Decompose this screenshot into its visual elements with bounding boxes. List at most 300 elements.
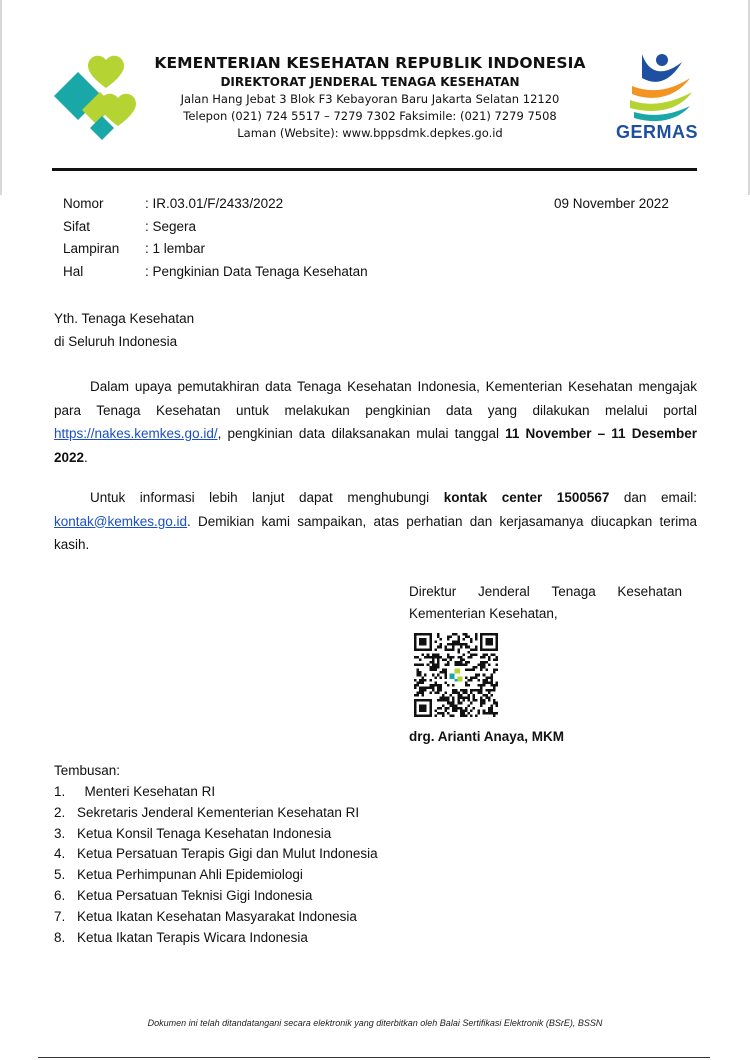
cc-title: Tembusan: [54, 763, 121, 778]
qr-module [473, 707, 476, 710]
qr-module [447, 684, 450, 687]
qr-module [473, 666, 476, 669]
body-paragraph-1 [54, 375, 697, 469]
meta-value: : Segera [145, 218, 197, 234]
qr-module [485, 681, 488, 684]
qr-module [437, 664, 440, 667]
qr-module [419, 674, 422, 677]
signer-title-word: Jenderal [477, 584, 530, 599]
qr-module [460, 658, 463, 661]
qr-module [419, 681, 422, 684]
qr-module [432, 666, 435, 669]
qr-module [447, 636, 450, 639]
qr-module [478, 679, 481, 682]
qr-module [452, 646, 455, 649]
qr-module [422, 686, 425, 689]
qr-module [485, 679, 488, 682]
qr-module [480, 699, 483, 702]
qr-module [422, 694, 425, 697]
qr-module [419, 692, 422, 695]
qr-module [467, 697, 470, 700]
list-number: 2. [54, 804, 66, 820]
qr-module [480, 684, 483, 687]
qr-module [457, 638, 460, 641]
qr-module [417, 681, 420, 684]
qr-module [490, 709, 493, 712]
qr-module [452, 707, 455, 710]
qr-module [473, 676, 476, 679]
qr-module [493, 684, 496, 687]
qr-module [470, 676, 473, 679]
qr-module [434, 648, 437, 651]
list-item [54, 930, 378, 951]
qr-module [434, 653, 437, 656]
qr-module [447, 656, 450, 659]
qr-module [462, 697, 465, 700]
qr-module [457, 648, 460, 651]
qr-module [470, 656, 473, 659]
qr-module [465, 646, 468, 649]
qr-module [434, 684, 437, 687]
qr-module [470, 689, 473, 692]
qr-module [488, 709, 491, 712]
signer-title-word: Direktur [409, 584, 457, 599]
qr-module [495, 658, 498, 661]
qr-module [450, 702, 453, 705]
qr-module [473, 689, 476, 692]
qr-module [490, 681, 493, 684]
website: Laman (Website): www.bppsdmk.depkes.go.id [237, 126, 503, 140]
qr-module [455, 664, 458, 667]
qr-module [445, 648, 448, 651]
qr-module [414, 684, 417, 687]
qr-module [467, 704, 470, 707]
qr-module [424, 674, 427, 677]
list-text: Ketua Ikatan Kesehatan Masyarakat Indonesia [77, 908, 357, 924]
qr-module [460, 712, 463, 715]
qr-module [434, 669, 437, 672]
qr-module [462, 692, 465, 695]
qr-module [414, 656, 417, 659]
qr-module [437, 653, 440, 656]
qr-module [480, 661, 483, 664]
qr-module [419, 679, 422, 682]
qr-module [490, 712, 493, 715]
qr-module [417, 692, 420, 695]
qr-module [493, 669, 496, 672]
qr-module [429, 661, 432, 664]
qr-module [417, 684, 420, 687]
qr-module [478, 689, 481, 692]
qr-module [475, 648, 478, 651]
qr-module [480, 704, 483, 707]
qr-module [417, 664, 420, 667]
qr-module [475, 636, 478, 639]
qr-module [424, 689, 427, 692]
qr-module [452, 684, 455, 687]
qr-module [452, 643, 455, 646]
qr-module [465, 689, 468, 692]
qr-module [457, 702, 460, 705]
qr-module [445, 709, 448, 712]
list-text: Sekretaris Jenderal Kementerian Kesehatan RI [77, 804, 360, 820]
qr-module [437, 636, 440, 639]
qr-module [445, 674, 448, 677]
qr-module [485, 694, 488, 697]
qr-module [465, 709, 468, 712]
qr-module [465, 669, 468, 672]
qr-module [462, 712, 465, 715]
meta-value: : 1 lembar [145, 241, 206, 256]
qr-module [417, 669, 420, 672]
email-link[interactable]: kontak@kemkes.go.id [54, 513, 188, 529]
kemenkes-logo [52, 52, 136, 140]
qr-module [460, 656, 463, 659]
qr-module [442, 699, 445, 702]
qr-module [488, 712, 491, 715]
qr-module [432, 661, 435, 664]
qr-module [417, 694, 420, 697]
qr-module [437, 689, 440, 692]
qr-module [470, 692, 473, 695]
p1-text-c: . [84, 449, 88, 465]
qr-module [429, 656, 432, 659]
qr-module [485, 638, 493, 646]
p2-text-c: . Demikian kami sampaikan, atas perhatian dan kerjasamanya diucapkan terima kasih. [54, 513, 697, 552]
qr-module [475, 638, 478, 641]
signer-institution: Kementerian Kesehatan, [409, 606, 558, 621]
qr-module [442, 712, 445, 715]
qr-module [457, 643, 460, 646]
qr-module [452, 656, 455, 659]
qr-module [488, 697, 491, 700]
qr-module [488, 658, 491, 661]
qr-module [447, 638, 450, 641]
qr-module [437, 686, 440, 689]
meta-value: : Pengkinian Data Tenaga Kesehatan [145, 263, 368, 279]
qr-module [455, 679, 458, 682]
qr-module [495, 681, 498, 684]
qr-module [447, 653, 450, 656]
qr-module [475, 674, 478, 677]
letter-meta [63, 196, 368, 286]
qr-module [439, 646, 442, 649]
qr-module [493, 712, 496, 715]
qr-module [450, 714, 453, 717]
meta-label: Nomor [63, 196, 104, 211]
signature-block [409, 581, 682, 625]
qr-module [434, 641, 437, 644]
list-item [54, 888, 378, 909]
list-text: Ketua Konsil Tenaga Kesehatan Indonesia [77, 825, 332, 841]
qr-module [437, 666, 440, 669]
qr-module [467, 661, 470, 664]
qr-module [424, 686, 427, 689]
qr-module [442, 694, 445, 697]
qr-module [462, 699, 465, 702]
directorate-name: DIREKTORAT JENDERAL TENAGA KESEHATAN [220, 75, 520, 89]
qr-module [445, 671, 448, 674]
qr-module [460, 707, 463, 710]
qr-module [427, 664, 430, 667]
qr-module [457, 656, 460, 659]
p1-text-b: , pengkinian data dilaksanakan mulai tanggal [217, 426, 506, 441]
qr-module [422, 692, 425, 695]
qr-module [470, 669, 473, 672]
qr-module [419, 671, 422, 674]
qr-module [457, 661, 460, 664]
qr-module [460, 661, 463, 664]
signature-qr-code [414, 633, 498, 717]
list-text: Ketua Perhimpunan Ahli Epidemiologi [77, 867, 303, 883]
qr-module [490, 674, 493, 677]
qr-module [480, 664, 483, 667]
qr-module [465, 707, 468, 710]
qr-module [457, 676, 462, 681]
qr-module [478, 664, 481, 667]
qr-module [488, 664, 491, 667]
qr-module [483, 712, 486, 715]
qr-module [493, 714, 496, 717]
qr-module [470, 714, 473, 717]
qr-module [475, 714, 478, 717]
qr-module [480, 669, 483, 672]
qr-module [460, 714, 463, 717]
qr-module [457, 707, 460, 710]
qr-module [465, 633, 468, 636]
qr-module [478, 709, 481, 712]
qr-module [483, 664, 486, 667]
body-paragraph-2 [54, 486, 697, 557]
qr-module [422, 679, 425, 682]
germas-wordmark: GERMAS [616, 122, 699, 142]
meta-value: : IR.03.01/F/2433/2022 [145, 196, 284, 211]
qr-module [495, 656, 498, 659]
qr-module [432, 674, 435, 677]
qr-module [488, 689, 491, 692]
qr-module [437, 674, 440, 677]
qr-module [445, 692, 448, 695]
list-number: 6. [54, 887, 66, 903]
qr-module [419, 638, 427, 646]
qr-module [437, 646, 440, 649]
qr-module [429, 686, 432, 689]
list-text: Ketua Persatuan Terapis Gigi dan Mulut Indonesia [77, 846, 378, 862]
qr-module [427, 656, 430, 659]
qr-module [432, 658, 435, 661]
qr-module [462, 664, 465, 667]
qr-module [432, 684, 435, 687]
qr-module [467, 636, 470, 639]
qr-module [485, 697, 488, 700]
qr-module [422, 653, 425, 656]
qr-module [490, 689, 493, 692]
qr-module [457, 697, 460, 700]
qr-module [447, 648, 450, 651]
qr-module [419, 689, 422, 692]
qr-module [452, 692, 455, 695]
qr-module [475, 633, 478, 636]
qr-module [483, 661, 486, 664]
qr-module [455, 633, 458, 636]
qr-module [457, 699, 460, 702]
qr-module [470, 702, 473, 705]
qr-module [429, 679, 432, 682]
qr-module [429, 684, 432, 687]
qr-module [493, 686, 496, 689]
qr-module [427, 653, 430, 656]
qr-module [455, 669, 460, 674]
qr-module [439, 656, 442, 659]
qr-module [480, 702, 483, 705]
list-number: 4. [54, 846, 66, 862]
qr-module [495, 702, 498, 705]
list-item [54, 784, 378, 805]
qr-module [460, 689, 463, 692]
p1-text-a: Dalam upaya pemutakhiran data Tenaga Kesehatan Indonesia, Kementerian Kesehatan mengajak para Tenaga Kesehatan untuk melakukan pengkinian data yang dilakukan melalui portal [54, 379, 697, 418]
qr-module [452, 689, 455, 692]
qr-module [493, 702, 496, 705]
signer-title-word: Kesehatan [617, 584, 682, 599]
qr-module [457, 692, 460, 695]
letter-date: 09 November 2022 [554, 196, 669, 211]
qr-module [475, 699, 478, 702]
qr-module [452, 697, 455, 700]
qr-module [434, 692, 437, 695]
qr-module [480, 686, 483, 689]
qr-module [467, 679, 470, 682]
footer-rule [38, 1057, 710, 1058]
p1-date-range: 11 November – 11 Desember 2022 [54, 426, 697, 465]
carbon-copy-list [54, 763, 378, 950]
qr-module [452, 641, 455, 644]
phone: Telepon (021) 724 5517 – 7279 7302 Faksimile: (021) 7279 7508 [183, 109, 557, 123]
qr-module [432, 686, 435, 689]
qr-module [442, 671, 445, 674]
qr-module [414, 694, 417, 697]
qr-module [457, 651, 460, 654]
qr-module [457, 694, 460, 697]
qr-module [445, 669, 448, 672]
qr-module [434, 676, 437, 679]
qr-module [462, 689, 465, 692]
qr-module [475, 653, 478, 656]
qr-module [467, 669, 470, 672]
qr-module [455, 661, 458, 664]
qr-module [483, 684, 486, 687]
recipient-line-1: Yth. Tenaga Kesehatan [54, 311, 195, 326]
qr-module [490, 676, 493, 679]
qr-module [462, 643, 465, 646]
qr-module [452, 699, 455, 702]
qr-module [447, 664, 450, 667]
qr-module [475, 676, 478, 679]
qr-module [452, 702, 455, 705]
qr-module [445, 646, 448, 649]
qr-module [480, 689, 483, 692]
qr-module [495, 669, 498, 672]
qr-module [447, 699, 450, 702]
qr-module [495, 664, 498, 667]
qr-module [483, 674, 486, 677]
nakes-portal-link[interactable]: https://nakes.kemkes.go.id/ [54, 426, 218, 441]
qr-module [473, 669, 476, 672]
qr-module [457, 641, 460, 644]
qr-module [450, 658, 453, 661]
qr-module [467, 684, 470, 687]
qr-module [455, 692, 458, 695]
qr-module [473, 699, 476, 702]
qr-module [488, 681, 491, 684]
qr-module [467, 651, 470, 654]
electronic-signature-note: Dokumen ini telah ditandatangani secara elektronik yang diterbitkan oleh Balai Sertifikasi Elektronik (BSrE), BSSN [147, 1018, 603, 1028]
meta-row-nomor [63, 196, 368, 219]
qr-module [417, 671, 420, 674]
qr-module [478, 692, 481, 695]
meta-label: Hal [63, 263, 84, 279]
qr-module [493, 699, 496, 702]
qr-module [455, 689, 458, 692]
qr-module [473, 697, 476, 700]
qr-module [470, 638, 473, 641]
qr-module [437, 707, 440, 710]
qr-module [422, 681, 425, 684]
qr-module [417, 656, 420, 659]
qr-module [439, 686, 442, 689]
qr-module [462, 638, 465, 641]
qr-module [483, 709, 486, 712]
qr-module [457, 636, 460, 639]
qr-module [483, 679, 486, 682]
qr-module [414, 664, 417, 667]
qr-module [462, 653, 465, 656]
qr-module [473, 694, 476, 697]
qr-module [465, 681, 468, 684]
qr-module [480, 656, 483, 659]
list-number: 7. [54, 908, 66, 924]
qr-module [445, 697, 448, 700]
qr-module [470, 679, 473, 682]
qr-module [475, 646, 478, 649]
qr-module [460, 646, 463, 649]
qr-module [490, 653, 493, 656]
list-text: Menteri Kesehatan RI [77, 784, 216, 799]
qr-module [460, 643, 463, 646]
qr-module [478, 712, 481, 715]
list-item [54, 909, 378, 930]
qr-module [419, 658, 422, 661]
list-number: 3. [54, 825, 66, 841]
qr-module [439, 712, 442, 715]
qr-module [419, 686, 422, 689]
qr-module [467, 699, 470, 702]
qr-module [424, 656, 427, 659]
qr-module [493, 653, 496, 656]
qr-module [483, 666, 486, 669]
qr-module [445, 681, 448, 684]
qr-module [442, 704, 445, 707]
qr-module [437, 692, 440, 695]
qr-module [470, 709, 473, 712]
qr-module [437, 656, 440, 659]
p2-text-a: Untuk informasi lebih lanjut dapat menghubungi [90, 490, 444, 505]
qr-module [478, 684, 481, 687]
recipient [54, 307, 697, 353]
qr-module [450, 636, 453, 639]
qr-module [439, 707, 442, 710]
qr-module [442, 697, 445, 700]
signer-title-line [409, 581, 682, 603]
